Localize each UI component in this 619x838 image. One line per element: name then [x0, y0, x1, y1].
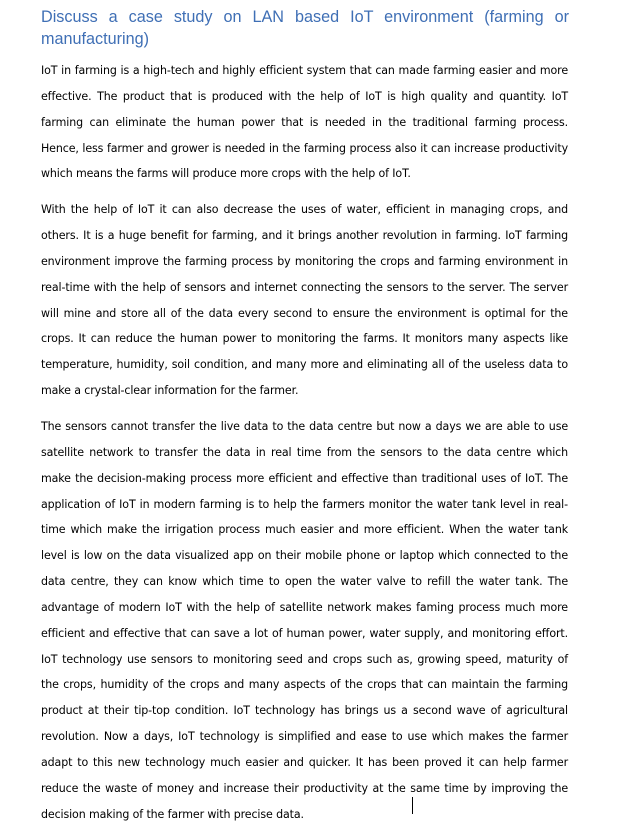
document-body[interactable]: [41, 58, 568, 837]
paragraph-satellite-network: The sensors cannot transfer the live data to the data centre but now a days we are able to use satellite network to transfer the data in real time from the sensors to the data centre which make the decision-making process more efficient and effective than traditional uses of IoT. The application of IoT in modern farming is to help the farmers monitor the water tank level in real-time which make the irrigation process much easier and more efficient. When the water tank level is low on the data visualized app on their mobile phone or laptop which connected to the data centre, they can know which time to open the water valve to refill the water tank. The advantage of modern IoT with the help of satellite network makes faming process much more efficient and effective that can save a lot of human power, water supply, and monitoring effort. IoT technology use sensors to monitoring seed and crops such as, growing speed, maturity of the crops, humidity of the crops and many aspects of the crops that can maintain the farming product at their tip-top condition. IoT technology has brings us a second wave of agricultural revolution. Now a days, IoT technology is simplified and ease to use which makes the farmer adapt to this new technology much easier and quicker. It has been proved it can help farmer reduce the waste of money and increase their productivity at the same time by improving the decision making of the farmer with precise data.: [41, 419, 568, 821]
section-heading: Discuss a case study on LAN based IoT environment (farming or manufacturing): [41, 8, 569, 48]
paragraph-iot-benefits: With the help of IoT it can also decrease the uses of water, efficient in managing crops, and others. It is a huge benefit for farming, and it brings another revolution in farming. IoT farming environment improve the farming process by monitoring the crops and farming environment in real-time with the help of sensors and internet connecting the sensors to the server. The server will mine and store all of the data every second to ensure the environment is optimal for the crops. It can reduce the human power to monitoring the farms. It monitors many aspects like temperature, humidity, soil condition, and many more and eliminating all of the useless data to make a crystal-clear information for the farmer.: [41, 203, 568, 398]
text-cursor: [412, 797, 413, 814]
paragraph-iot-farming-intro: IoT in farming is a high-tech and highly efficient system that can made farming easier and more effective. The product that is produced with the help of IoT is high quality and quantity. IoT farming can eliminate the human power that is needed in the traditional farming process. Hence, less farmer and grower is needed in the farming process also it can increase productivity which means the farms will produce more crops with the help of IoT.: [41, 64, 568, 181]
